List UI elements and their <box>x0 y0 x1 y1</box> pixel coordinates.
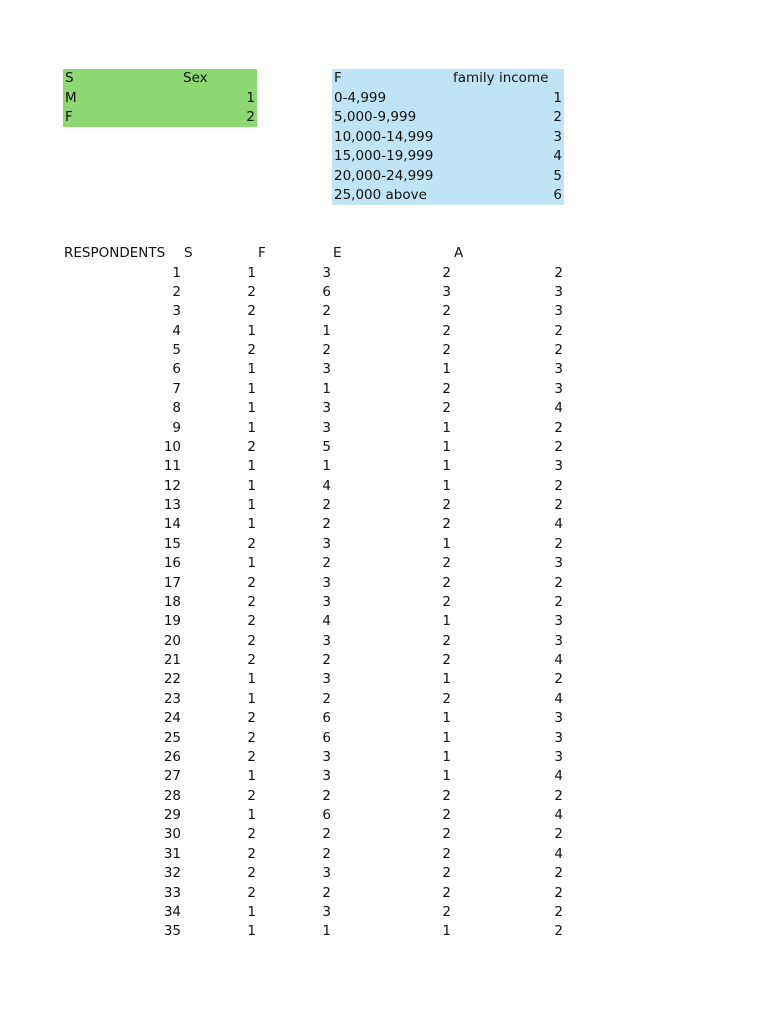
respondent-id-cell: 7 <box>172 380 181 397</box>
a-code-cell: 4 <box>554 400 563 417</box>
e-code-cell: 2 <box>442 264 451 281</box>
table-row <box>0 922 768 941</box>
family-income-code-cell: 3 <box>322 748 331 765</box>
table-row <box>0 593 768 612</box>
column-header-f: F <box>258 245 266 261</box>
sex-code-cell: 2 <box>247 748 256 765</box>
a-code-cell: 2 <box>554 419 563 436</box>
respondent-id-cell: 33 <box>163 884 181 901</box>
sex-code-cell: 2 <box>247 438 256 455</box>
sex-code-cell: 2 <box>247 593 256 610</box>
sex-code-cell: 1 <box>247 497 256 513</box>
family-income-code-cell: 2 <box>322 342 331 358</box>
family-income-code-cell: 3 <box>322 419 331 436</box>
a-code-cell: 2 <box>554 342 563 358</box>
table-row <box>0 438 768 457</box>
table-row <box>0 748 768 767</box>
income-row-value: 2 <box>553 109 562 125</box>
respondent-id-cell: 3 <box>172 303 181 320</box>
table-row <box>0 477 768 496</box>
income-row-label: 25,000 above <box>334 187 427 203</box>
table-row <box>0 845 768 864</box>
e-code-cell: 2 <box>442 903 451 920</box>
family-income-code-cell: 3 <box>322 264 331 281</box>
table-row <box>0 729 768 748</box>
table-row <box>0 535 768 554</box>
sex-code-cell: 2 <box>247 574 256 591</box>
sex-table-row <box>63 108 257 128</box>
sex-header-label: Sex <box>183 70 208 86</box>
table-row <box>0 806 768 825</box>
e-code-cell: 2 <box>442 787 451 804</box>
respondent-id-cell: 10 <box>163 438 181 455</box>
family-income-code-cell: 1 <box>322 322 331 339</box>
income-row-label: 5,000-9,999 <box>334 109 417 125</box>
a-code-cell: 2 <box>554 477 563 494</box>
family-income-code-cell: 2 <box>322 826 331 843</box>
a-code-cell: 4 <box>554 652 563 668</box>
respondent-id-cell: 2 <box>172 283 181 300</box>
e-code-cell: 3 <box>442 283 451 300</box>
e-code-cell: 1 <box>442 748 451 765</box>
table-row <box>0 360 768 379</box>
a-code-cell: 2 <box>554 865 563 882</box>
sex-code-cell: 2 <box>247 535 256 552</box>
e-code-cell: 2 <box>442 826 451 843</box>
e-code-cell: 1 <box>442 535 451 552</box>
table-row <box>0 322 768 341</box>
e-code-cell: 1 <box>442 361 451 378</box>
family-income-code-cell: 3 <box>322 535 331 552</box>
sex-code-table <box>63 69 257 127</box>
income-table-header <box>332 69 564 89</box>
respondent-id-cell: 17 <box>163 574 181 591</box>
e-code-cell: 2 <box>442 632 451 649</box>
income-header-code: F <box>334 70 342 86</box>
respondent-id-cell: 8 <box>172 400 181 417</box>
respondent-id-cell: 16 <box>163 555 181 572</box>
respondent-id-cell: 11 <box>163 458 181 475</box>
a-code-cell: 3 <box>554 361 563 378</box>
family-income-code-cell: 3 <box>322 865 331 882</box>
a-code-cell: 4 <box>554 516 563 533</box>
respondent-id-cell: 9 <box>172 419 181 436</box>
a-code-cell: 2 <box>554 497 563 513</box>
table-row <box>0 515 768 534</box>
family-income-code-cell: 3 <box>322 400 331 417</box>
respondent-id-cell: 18 <box>163 593 181 610</box>
respondent-id-cell: 6 <box>172 361 181 378</box>
respondent-id-cell: 13 <box>163 497 181 513</box>
income-row-label: 20,000-24,999 <box>334 167 434 184</box>
a-code-cell: 2 <box>554 923 563 940</box>
family-income-code-cell: 3 <box>322 632 331 649</box>
a-code-cell: 4 <box>554 807 563 823</box>
sex-code-cell: 1 <box>247 400 256 417</box>
a-code-cell: 2 <box>554 535 563 552</box>
income-table-row <box>332 167 564 187</box>
respondents-header-row <box>0 244 768 264</box>
a-code-cell: 3 <box>554 458 563 475</box>
sex-code-cell: 1 <box>247 380 256 397</box>
e-code-cell: 2 <box>442 342 451 358</box>
e-code-cell: 1 <box>442 438 451 455</box>
table-row <box>0 283 768 302</box>
a-code-cell: 2 <box>554 438 563 455</box>
a-code-cell: 4 <box>554 768 563 785</box>
sex-code-cell: 1 <box>247 477 256 494</box>
a-code-cell: 2 <box>554 322 563 339</box>
sex-code-cell: 1 <box>247 690 256 707</box>
sex-code-cell: 1 <box>247 264 256 281</box>
income-row-label: 15,000-19,999 <box>334 148 434 164</box>
table-row <box>0 496 768 515</box>
e-code-cell: 2 <box>442 400 451 417</box>
family-income-code-cell: 3 <box>322 361 331 378</box>
sex-code-cell: 2 <box>247 613 256 630</box>
table-row <box>0 457 768 476</box>
family-income-code-cell: 4 <box>322 477 331 494</box>
a-code-cell: 2 <box>554 903 563 920</box>
a-code-cell: 3 <box>554 380 563 397</box>
table-row <box>0 419 768 438</box>
respondent-id-cell: 26 <box>163 748 181 765</box>
sex-code-cell: 2 <box>247 787 256 804</box>
income-row-value: 3 <box>553 128 562 145</box>
family-income-code-cell: 2 <box>322 555 331 572</box>
table-row <box>0 787 768 806</box>
e-code-cell: 2 <box>442 865 451 882</box>
e-code-cell: 2 <box>442 380 451 397</box>
income-row-value: 4 <box>553 148 562 164</box>
e-code-cell: 2 <box>442 652 451 668</box>
income-row-label: 10,000-14,999 <box>334 128 434 145</box>
e-code-cell: 1 <box>442 768 451 785</box>
sex-code-cell: 2 <box>247 303 256 320</box>
e-code-cell: 1 <box>442 729 451 746</box>
respondent-id-cell: 29 <box>163 807 181 823</box>
e-code-cell: 1 <box>442 671 451 688</box>
sex-code-cell: 2 <box>247 283 256 300</box>
income-table-row <box>332 128 564 148</box>
family-income-code-cell: 1 <box>322 458 331 475</box>
family-income-code-cell: 6 <box>322 807 331 823</box>
a-code-cell: 2 <box>554 264 563 281</box>
family-income-code-cell: 1 <box>322 380 331 397</box>
family-income-code-cell: 2 <box>322 884 331 901</box>
income-table-row <box>332 147 564 167</box>
sex-code-cell: 1 <box>247 516 256 533</box>
a-code-cell: 2 <box>554 593 563 610</box>
income-row-value: 6 <box>553 187 562 203</box>
income-table-row <box>332 186 564 206</box>
sex-code-cell: 2 <box>247 884 256 901</box>
sex-code-cell: 2 <box>247 342 256 358</box>
respondent-id-cell: 22 <box>163 671 181 688</box>
income-table-row <box>332 89 564 109</box>
e-code-cell: 2 <box>442 555 451 572</box>
a-code-cell: 3 <box>554 729 563 746</box>
family-income-code-cell: 3 <box>322 593 331 610</box>
respondent-id-cell: 25 <box>163 729 181 746</box>
respondents-header: RESPONDENTS <box>64 245 166 261</box>
table-row <box>0 903 768 922</box>
respondent-id-cell: 21 <box>163 652 181 668</box>
e-code-cell: 1 <box>442 710 451 727</box>
e-code-cell: 1 <box>442 419 451 436</box>
sex-row-value: 2 <box>246 109 255 125</box>
respondent-id-cell: 30 <box>163 826 181 843</box>
respondent-id-cell: 27 <box>163 768 181 785</box>
column-header-e: E <box>333 245 342 261</box>
respondent-id-cell: 35 <box>163 923 181 940</box>
family-income-code-cell: 4 <box>322 613 331 630</box>
sex-code-cell: 2 <box>247 632 256 649</box>
sex-code-cell: 1 <box>247 322 256 339</box>
family-income-code-cell: 2 <box>322 497 331 513</box>
respondent-id-cell: 34 <box>163 903 181 920</box>
family-income-code-cell: 2 <box>322 690 331 707</box>
a-code-cell: 3 <box>554 303 563 320</box>
sex-code-cell: 1 <box>247 768 256 785</box>
sex-row-label: M <box>65 89 77 106</box>
a-code-cell: 2 <box>554 884 563 901</box>
e-code-cell: 1 <box>442 613 451 630</box>
e-code-cell: 1 <box>442 923 451 940</box>
a-code-cell: 3 <box>554 748 563 765</box>
sex-table-row <box>63 89 257 109</box>
family-income-code-cell: 2 <box>322 787 331 804</box>
income-table-row <box>332 108 564 128</box>
a-code-cell: 4 <box>554 690 563 707</box>
sex-code-cell: 1 <box>247 361 256 378</box>
respondent-id-cell: 20 <box>163 632 181 649</box>
sex-header-code: S <box>65 70 74 86</box>
table-row <box>0 884 768 903</box>
income-row-value: 1 <box>553 89 562 106</box>
family-income-code-cell: 3 <box>322 671 331 688</box>
sex-code-cell: 2 <box>247 845 256 862</box>
respondent-id-cell: 32 <box>163 865 181 882</box>
sex-code-cell: 1 <box>247 923 256 940</box>
table-row <box>0 709 768 728</box>
a-code-cell: 4 <box>554 845 563 862</box>
sex-code-cell: 2 <box>247 826 256 843</box>
a-code-cell: 3 <box>554 283 563 300</box>
family-income-code-cell: 3 <box>322 903 331 920</box>
table-row <box>0 341 768 360</box>
sex-row-label: F <box>65 109 73 125</box>
sex-code-cell: 1 <box>247 419 256 436</box>
e-code-cell: 2 <box>442 884 451 901</box>
family-income-code-cell: 1 <box>322 923 331 940</box>
table-row <box>0 825 768 844</box>
income-row-label: 0-4,999 <box>334 89 387 106</box>
family-income-code-cell: 6 <box>322 729 331 746</box>
family-income-code-cell: 2 <box>322 303 331 320</box>
respondent-id-cell: 19 <box>163 613 181 630</box>
family-income-code-table <box>332 69 564 205</box>
respondent-id-cell: 1 <box>172 264 181 281</box>
respondent-id-cell: 23 <box>163 690 181 707</box>
a-code-cell: 3 <box>554 632 563 649</box>
sex-code-cell: 1 <box>247 903 256 920</box>
respondent-id-cell: 5 <box>172 342 181 358</box>
family-income-code-cell: 2 <box>322 516 331 533</box>
e-code-cell: 2 <box>442 690 451 707</box>
e-code-cell: 2 <box>442 807 451 823</box>
a-code-cell: 3 <box>554 555 563 572</box>
sex-code-cell: 1 <box>247 458 256 475</box>
income-header-label: family income <box>453 70 549 86</box>
sex-code-cell: 2 <box>247 865 256 882</box>
family-income-code-cell: 6 <box>322 283 331 300</box>
e-code-cell: 2 <box>442 593 451 610</box>
e-code-cell: 2 <box>442 497 451 513</box>
table-row <box>0 399 768 418</box>
respondents-table-body <box>0 264 768 942</box>
e-code-cell: 2 <box>442 574 451 591</box>
a-code-cell: 2 <box>554 826 563 843</box>
sex-code-cell: 2 <box>247 729 256 746</box>
table-row <box>0 864 768 883</box>
table-row <box>0 670 768 689</box>
sex-table-header <box>63 69 257 89</box>
sex-code-cell: 1 <box>247 671 256 688</box>
table-row <box>0 690 768 709</box>
table-row <box>0 767 768 786</box>
respondent-id-cell: 28 <box>163 787 181 804</box>
respondent-id-cell: 14 <box>163 516 181 533</box>
family-income-code-cell: 2 <box>322 652 331 668</box>
e-code-cell: 2 <box>442 516 451 533</box>
sex-code-cell: 1 <box>247 555 256 572</box>
e-code-cell: 1 <box>442 458 451 475</box>
sex-code-cell: 2 <box>247 652 256 668</box>
respondent-id-cell: 31 <box>163 845 181 862</box>
e-code-cell: 2 <box>442 322 451 339</box>
column-header-s: S <box>184 245 193 261</box>
a-code-cell: 3 <box>554 710 563 727</box>
table-row <box>0 632 768 651</box>
sex-code-cell: 1 <box>247 807 256 823</box>
family-income-code-cell: 5 <box>322 438 331 455</box>
sex-row-value: 1 <box>246 89 255 106</box>
column-header-a: A <box>454 245 464 261</box>
income-row-value: 5 <box>553 167 562 184</box>
a-code-cell: 2 <box>554 574 563 591</box>
table-row <box>0 554 768 573</box>
table-row <box>0 612 768 631</box>
family-income-code-cell: 3 <box>322 768 331 785</box>
e-code-cell: 2 <box>442 845 451 862</box>
a-code-cell: 3 <box>554 613 563 630</box>
table-row <box>0 574 768 593</box>
respondent-id-cell: 24 <box>163 710 181 727</box>
sex-code-cell: 2 <box>247 710 256 727</box>
table-row <box>0 380 768 399</box>
e-code-cell: 1 <box>442 477 451 494</box>
a-code-cell: 2 <box>554 671 563 688</box>
family-income-code-cell: 6 <box>322 710 331 727</box>
respondent-id-cell: 12 <box>163 477 181 494</box>
family-income-code-cell: 3 <box>322 574 331 591</box>
table-row <box>0 264 768 283</box>
table-row <box>0 651 768 670</box>
family-income-code-cell: 2 <box>322 845 331 862</box>
e-code-cell: 2 <box>442 303 451 320</box>
respondent-id-cell: 4 <box>172 322 181 339</box>
a-code-cell: 2 <box>554 787 563 804</box>
respondent-id-cell: 15 <box>163 535 181 552</box>
table-row <box>0 302 768 321</box>
